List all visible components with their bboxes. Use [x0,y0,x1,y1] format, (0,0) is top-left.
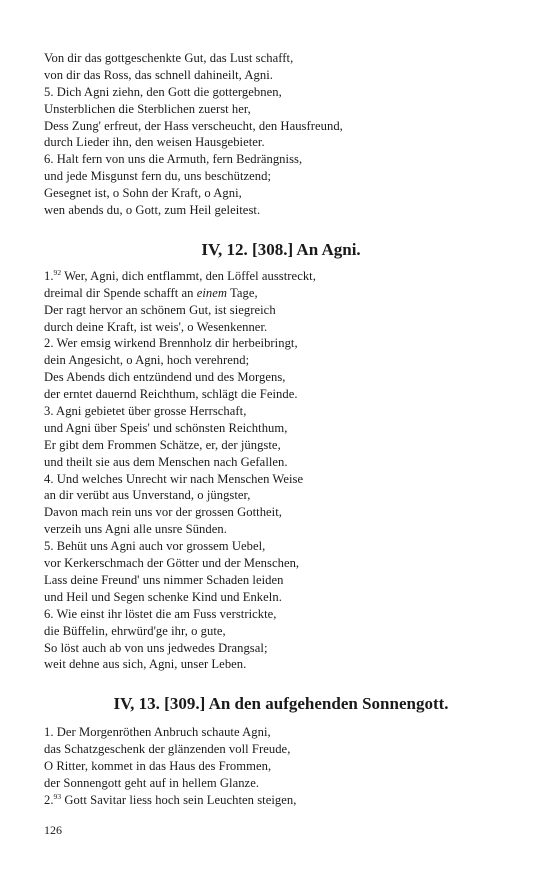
verse-line: dein Angesicht, o Agni, hoch verehrend; [44,353,250,368]
verse-line [44,285,514,302]
hymn-heading-iv-12: IV, 12. [308.] An Agni. [201,239,361,259]
verse-line: Unsterblichen die Sterblichen zuerst her, [44,101,251,116]
verse-line [44,268,514,285]
verse-line: 1. Der Morgenröthen Anbruch schaute Agni, [44,725,271,740]
verse-line: und Heil und Segen schenke Kind und Enkeln. [44,589,282,604]
verse-text: Gott Savitar liess hoch sein Leuchten steigen, [61,792,297,807]
verse-line: durch Lieder ihn, den weisen Hausgebieter. [44,135,265,150]
verse-text: Wer, Agni, dich entflammt, den Löffel ausstreckt, [61,268,316,283]
verse-line: verzeih uns Agni alle unsre Sünden. [44,522,227,537]
verse-line: der erntet dauernd Reichthum, schlägt die Feinde. [44,387,298,402]
verse-text: dreimal dir Spende schafft an [44,285,197,300]
page-number: 126 [44,823,62,837]
verse-line: Er gibt dem Frommen Schätze, er, der jüngste, [44,437,281,452]
verse-line: Des Abends dich entzündend und des Morgens, [44,370,286,385]
verse-line [44,792,514,809]
verse-line: 5. Dich Agni ziehn, den Gott die gottergebnen, [44,84,282,99]
verse-line: 5. Behüt uns Agni auch vor grossem Uebel, [44,539,266,554]
verse-block-iv-13 [44,724,514,808]
verse-line: 2. Wer emsig wirkend Brennholz dir herbeibringt, [44,336,298,351]
verse-line: wen abends du, o Gott, zum Heil geleitest. [44,203,261,218]
verse-line: die Büffelin, ehrwürd'ge ihr, o gute, [44,623,226,638]
verse-line: der Sonnengott geht auf in hellem Glanze. [44,775,260,790]
verse-line: und Agni über Speis' und schönsten Reichthum, [44,420,288,435]
verse-line: Davon mach rein uns vor der grossen Gottheit, [44,505,282,520]
hymn-heading-iv-13: IV, 13. [309.] An den aufgehenden Sonnengott. [113,694,449,714]
verse-line: von dir das Ross, das schnell dahineilt, Agni. [44,67,273,82]
book-page [44,50,514,809]
verse-line: 6. Halt fern von uns die Armuth, fern Bedrängniss, [44,152,303,167]
verse-block-iv-12 [44,268,514,673]
verse-line: O Ritter, kommet in das Haus des Frommen, [44,759,272,774]
verse-number: 2. [44,792,54,807]
verse-line: Lass deine Freund' uns nimmer Schaden leiden [44,572,284,587]
verse-line: das Schatzgeschenk der glänzenden voll Freude, [44,742,291,757]
verse-line: durch deine Kraft, ist weis', o Wesenkenner. [44,319,268,334]
verse-line: weit dehne aus sich, Agni, unser Leben. [44,657,247,672]
verse-line: So löst auch ab von uns jedwedes Drangsal; [44,640,268,655]
verse-line: an dir verübt aus Unverstand, o jüngster, [44,488,251,503]
emphasized-word: einem [196,285,228,300]
verse-line: Dess Zung' erfreut, der Hass verscheucht, den Hausfreund, [44,118,343,133]
verse-line: vor Kerkerschmach der Götter und der Menschen, [44,556,300,571]
verse-line: 3. Agni gebietet über grosse Herrschaft, [44,404,247,419]
verse-text: Tage, [227,285,258,300]
verse-number: 1. [44,268,54,283]
verse-line: 6. Wie einst ihr löstet die am Fuss verstrickte, [44,606,277,621]
verse-line: und theilt sie aus dem Menschen nach Gefallen. [44,454,288,469]
footnote-ref[interactable]: 93 [53,791,62,801]
verse-line: 4. Und welches Unrecht wir nach Menschen Weise [44,471,304,486]
verse-line: und jede Misgunst fern du, uns beschützend; [44,169,272,184]
footnote-ref[interactable]: 92 [53,267,62,277]
verse-line: Von dir das gottgeschenkte Gut, das Lust schafft, [44,51,294,65]
verse-block-continued [44,50,514,219]
verse-line: Der ragt hervor an schönem Gut, ist siegreich [44,302,276,317]
verse-line: Gesegnet ist, o Sohn der Kraft, o Agni, [44,186,242,201]
